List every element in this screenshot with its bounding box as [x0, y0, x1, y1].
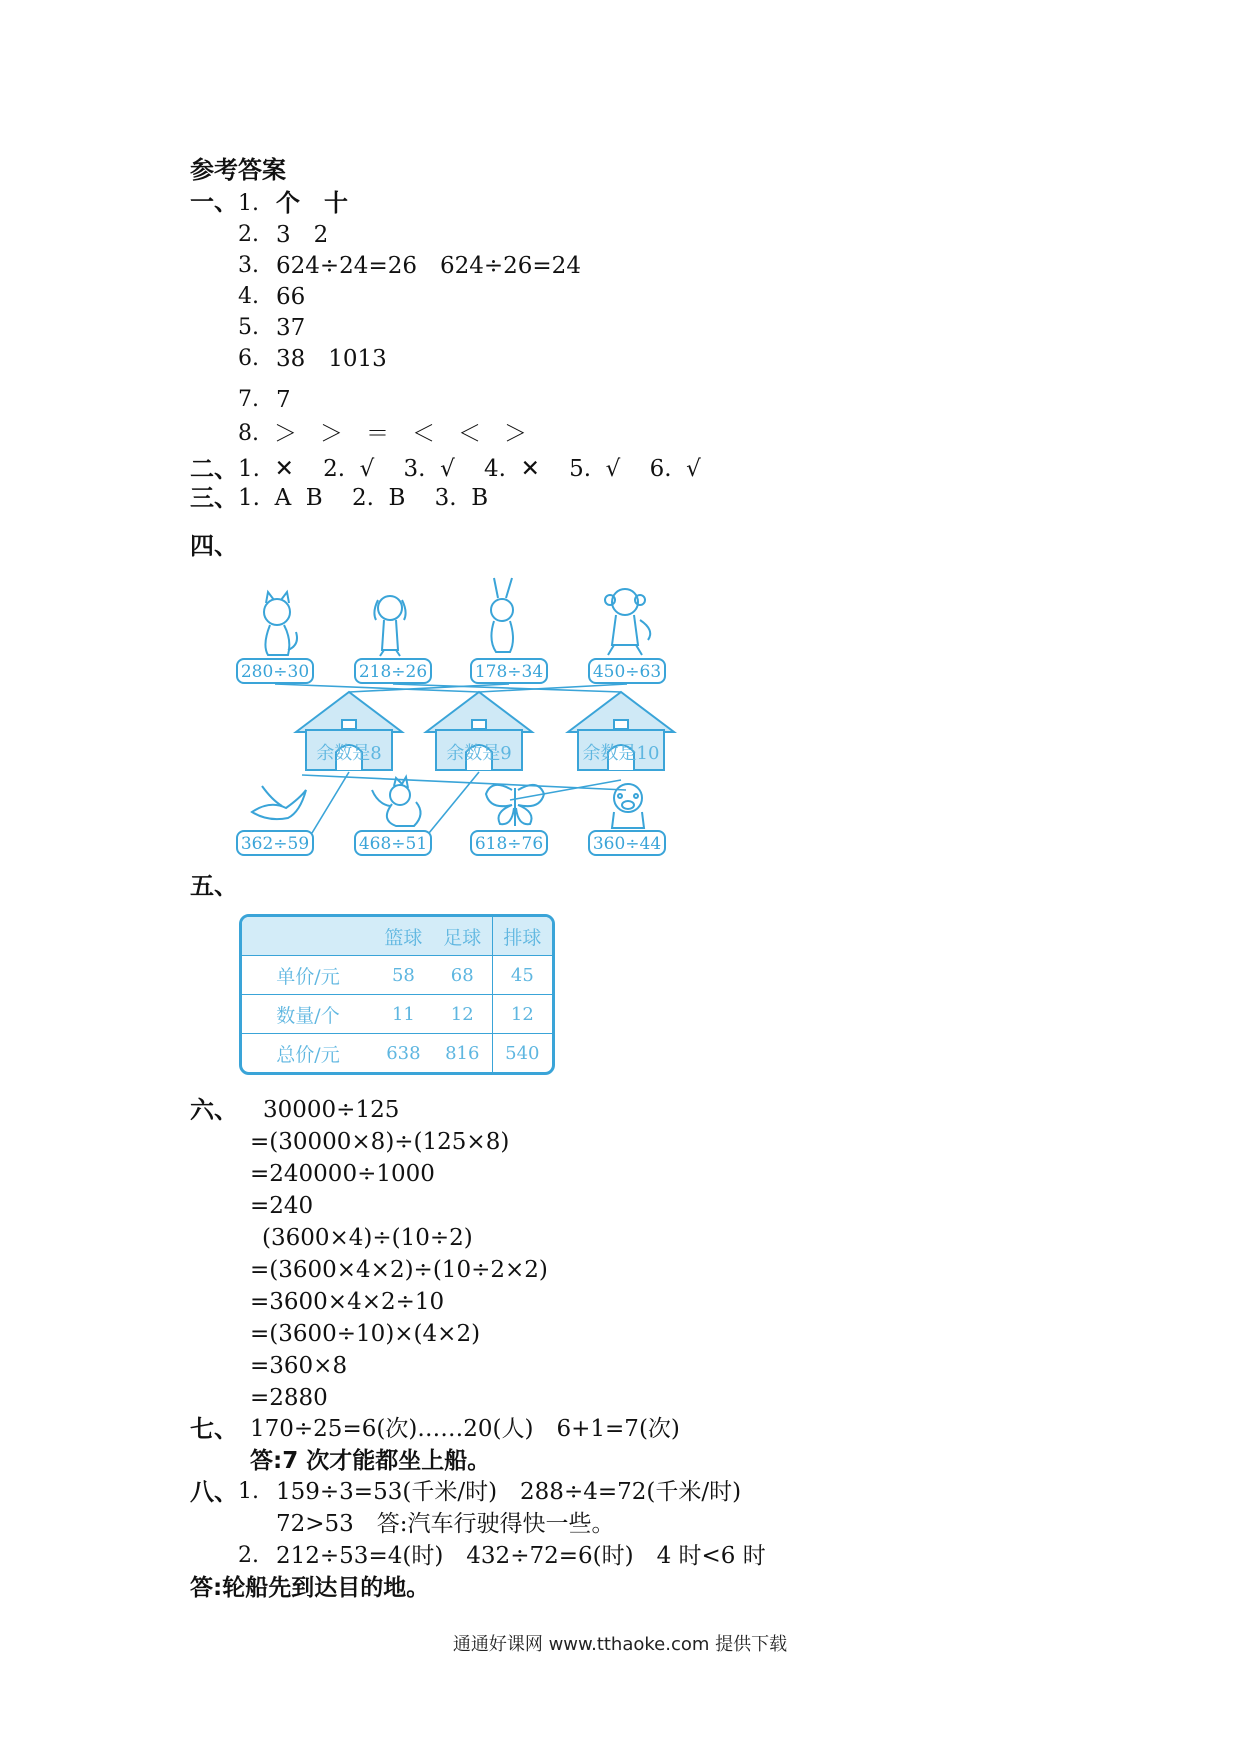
calc-line-8: =(3600÷10)×(4×2) [250, 1321, 481, 1347]
section-3-answers: 1. A B 2. B 3. B [238, 485, 489, 511]
item-number: 2. [238, 1543, 259, 1568]
bottom-card-2: 468÷51 [358, 834, 428, 854]
s8-q1-line1: 159÷3=53(千米/时) 288÷4=72(千米/时) [276, 1479, 742, 1505]
section-6-label: 六、 [190, 1096, 238, 1124]
footer-credit: 通通好课网 www.tthaoke.com 提供下载 [452, 1634, 788, 1655]
item-answer: 624÷24=26 624÷26=24 [276, 253, 581, 279]
house-3-label: 余数是10 [582, 743, 660, 764]
section-5-label: 五、 [190, 872, 238, 900]
bottom-card-3: 618÷76 [474, 834, 544, 854]
section-1-label: 一、 [190, 188, 238, 216]
table-row [242, 994, 552, 1033]
item-number: 6. [238, 346, 259, 371]
bird-icon [252, 786, 306, 819]
table-cell: 45 [492, 955, 552, 994]
house-1-label: 余数是8 [316, 743, 382, 764]
top-card-2: 218÷26 [358, 662, 428, 682]
section-2-answers: 1. ✕ 2. √ 3. √ 4. ✕ 5. √ 6. √ [238, 456, 701, 482]
item-answer: 66 [276, 284, 306, 310]
item-number: 3. [238, 253, 259, 278]
table-header-basketball: 篮球 [374, 917, 433, 955]
calc-line-9: =360×8 [250, 1353, 348, 1379]
calc-line-2: =(30000×8)÷(125×8) [250, 1129, 510, 1155]
section-4-label: 四、 [190, 532, 238, 560]
item-answer: 个 十 [276, 189, 348, 217]
table-row [242, 1033, 552, 1072]
s8-q2-line1: 212÷53=4(时) 432÷72=6(时) 4 时<6 时 [276, 1543, 766, 1569]
item-number: 1. [238, 191, 259, 216]
item-number: 7. [238, 387, 259, 412]
item-number: 4. [238, 284, 259, 309]
table-cell: 638 [374, 1033, 433, 1072]
butterfly-icon [486, 785, 544, 826]
row-label: 单价/元 [242, 955, 374, 994]
row-label: 总价/元 [242, 1033, 374, 1072]
house-2-label: 余数是9 [446, 743, 512, 764]
section-2-label: 二、 [190, 455, 238, 483]
table-header-volleyball: 排球 [492, 917, 552, 955]
bottom-card-4: 360÷44 [592, 834, 662, 854]
table-header-row [242, 917, 552, 955]
monkey-icon [605, 589, 650, 655]
table-cell: 11 [374, 994, 433, 1033]
table-cell: 12 [433, 994, 492, 1033]
item-answer: 38 1013 [276, 346, 387, 372]
item-answer: 3 2 [276, 222, 329, 248]
table-cell: 540 [492, 1033, 552, 1072]
item-answer: 37 [276, 315, 306, 341]
price-table [239, 914, 555, 1075]
row-label: 数量/个 [242, 994, 374, 1033]
top-card-1: 280÷30 [240, 662, 310, 682]
calc-line-6: =(3600×4×2)÷(10÷2×2) [250, 1257, 548, 1283]
calc-line-3: =240000÷1000 [250, 1161, 435, 1187]
cat-icon [264, 592, 297, 655]
rooster-icon [372, 777, 421, 826]
calc-line-4: =240 [250, 1193, 314, 1219]
item-number: 1. [238, 1479, 259, 1504]
s7-calculation: 170÷25=6(次)……20(人) 6+1=7(次) [250, 1416, 680, 1442]
section-3-label: 三、 [190, 484, 238, 512]
top-card-3: 178÷34 [474, 662, 544, 682]
table-cell: 58 [374, 955, 433, 994]
s8-answer: 答:轮船先到达目的地。 [190, 1575, 430, 1601]
calc-line-5: (3600×4)÷(10÷2) [262, 1225, 473, 1251]
section-7-label: 七、 [190, 1415, 238, 1443]
s7-answer: 答:7 次才能都坐上船。 [250, 1448, 491, 1474]
item-number: 8. [238, 421, 259, 446]
calc-line-7: =3600×4×2÷10 [250, 1289, 445, 1315]
item-number: 2. [238, 222, 259, 247]
table-row [242, 955, 552, 994]
item-answer: ＞ ＞ ＝ ＜ ＜ ＞ [274, 421, 527, 447]
top-card-4: 450÷63 [592, 662, 662, 682]
table-header-corner [242, 917, 374, 955]
section-8-label: 八、 [190, 1478, 238, 1506]
item-number: 5. [238, 315, 259, 340]
table-cell: 816 [433, 1033, 492, 1072]
s8-q1-line2: 72>53 答:汽车行驶得快一些。 [276, 1511, 615, 1537]
bottom-card-1: 362÷59 [240, 834, 310, 854]
pig-icon [612, 784, 644, 828]
calc-line-1: 30000÷125 [263, 1097, 400, 1123]
page-title: 参考答案 [190, 156, 286, 184]
rabbit-icon [491, 578, 513, 652]
table-cell: 68 [433, 955, 492, 994]
table-cell: 12 [492, 994, 552, 1033]
table-header-football: 足球 [433, 917, 492, 955]
calc-line-10: =2880 [250, 1385, 328, 1411]
dog-icon [374, 596, 405, 656]
item-answer: 7 [276, 387, 291, 413]
